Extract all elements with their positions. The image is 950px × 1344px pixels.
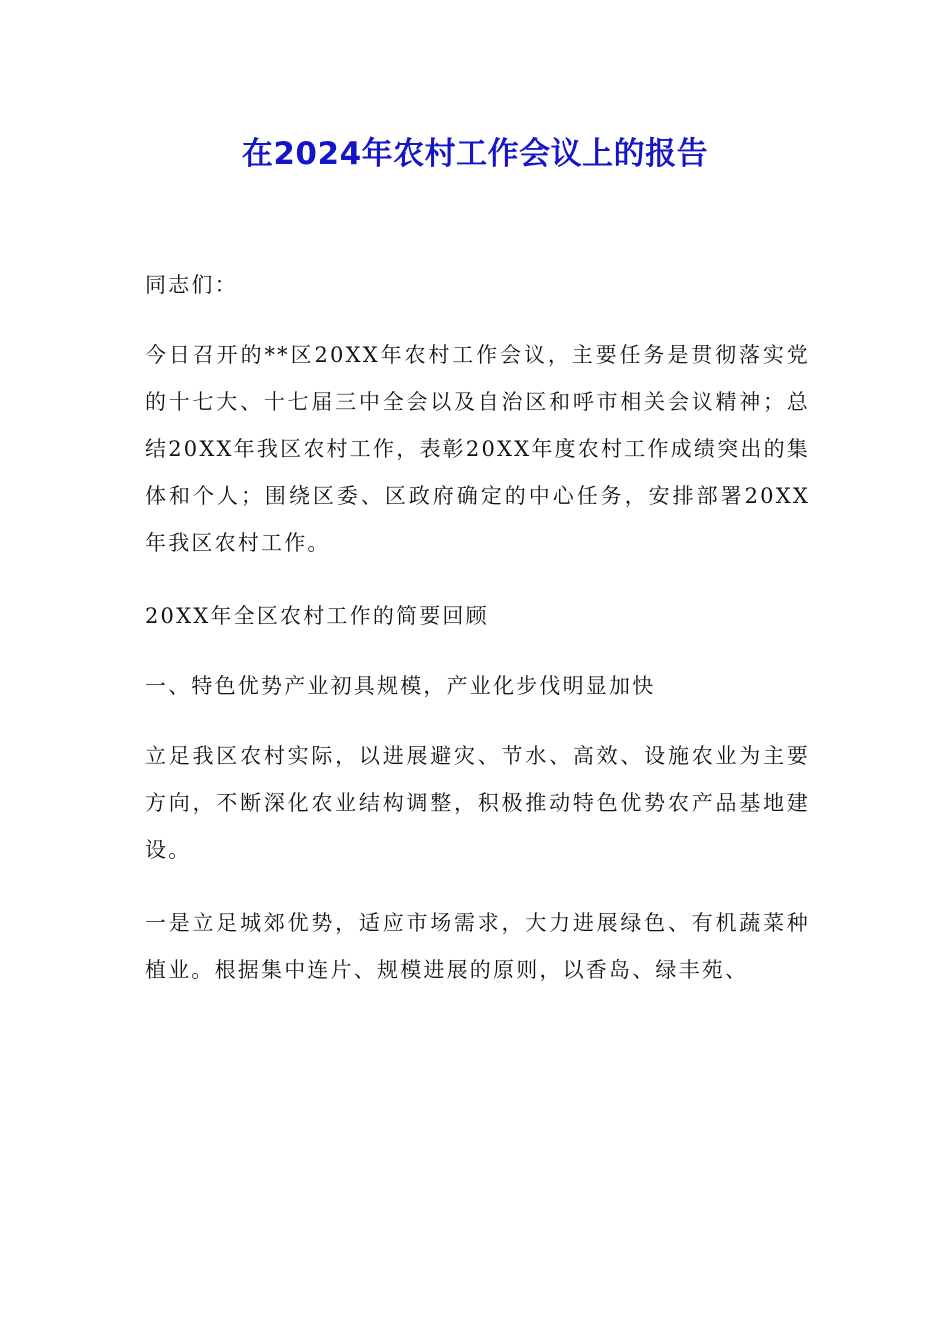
salutation-paragraph: 同志们：	[145, 273, 238, 297]
section-heading: 20XX年全区农村工作的简要回顾	[145, 604, 489, 628]
intro-paragraph: 今日召开的**区20XX年农村工作会议，主要任务是贯彻落实党的十七大、十七届三中全会以及自治区和呼市相关会议精神；总结20XX年我区农村工作，表彰20XX年度农村工作成绩突出的集体和个人；围绕区委、区政府确定的中心任务，安排部署20XX年我区农村工作。	[145, 343, 810, 555]
body-paragraph-2: 一是立足城郊优势，适应市场需求，大力进展绿色、有机蔬菜种植业。根据集中连片、规模进展的原则，以香岛、绿丰苑、	[145, 911, 810, 982]
document-title: 在2024年农村工作会议上的报告	[241, 136, 709, 172]
document-body	[145, 262, 810, 1020]
subsection-heading: 一、特色优势产业初具规模，产业化步伐明显加快	[145, 674, 656, 698]
body-paragraph: 立足我区农村实际，以进展避灾、节水、高效、设施农业为主要方向，不断深化农业结构调整，积极推动特色优势农产品基地建设。	[145, 744, 810, 862]
